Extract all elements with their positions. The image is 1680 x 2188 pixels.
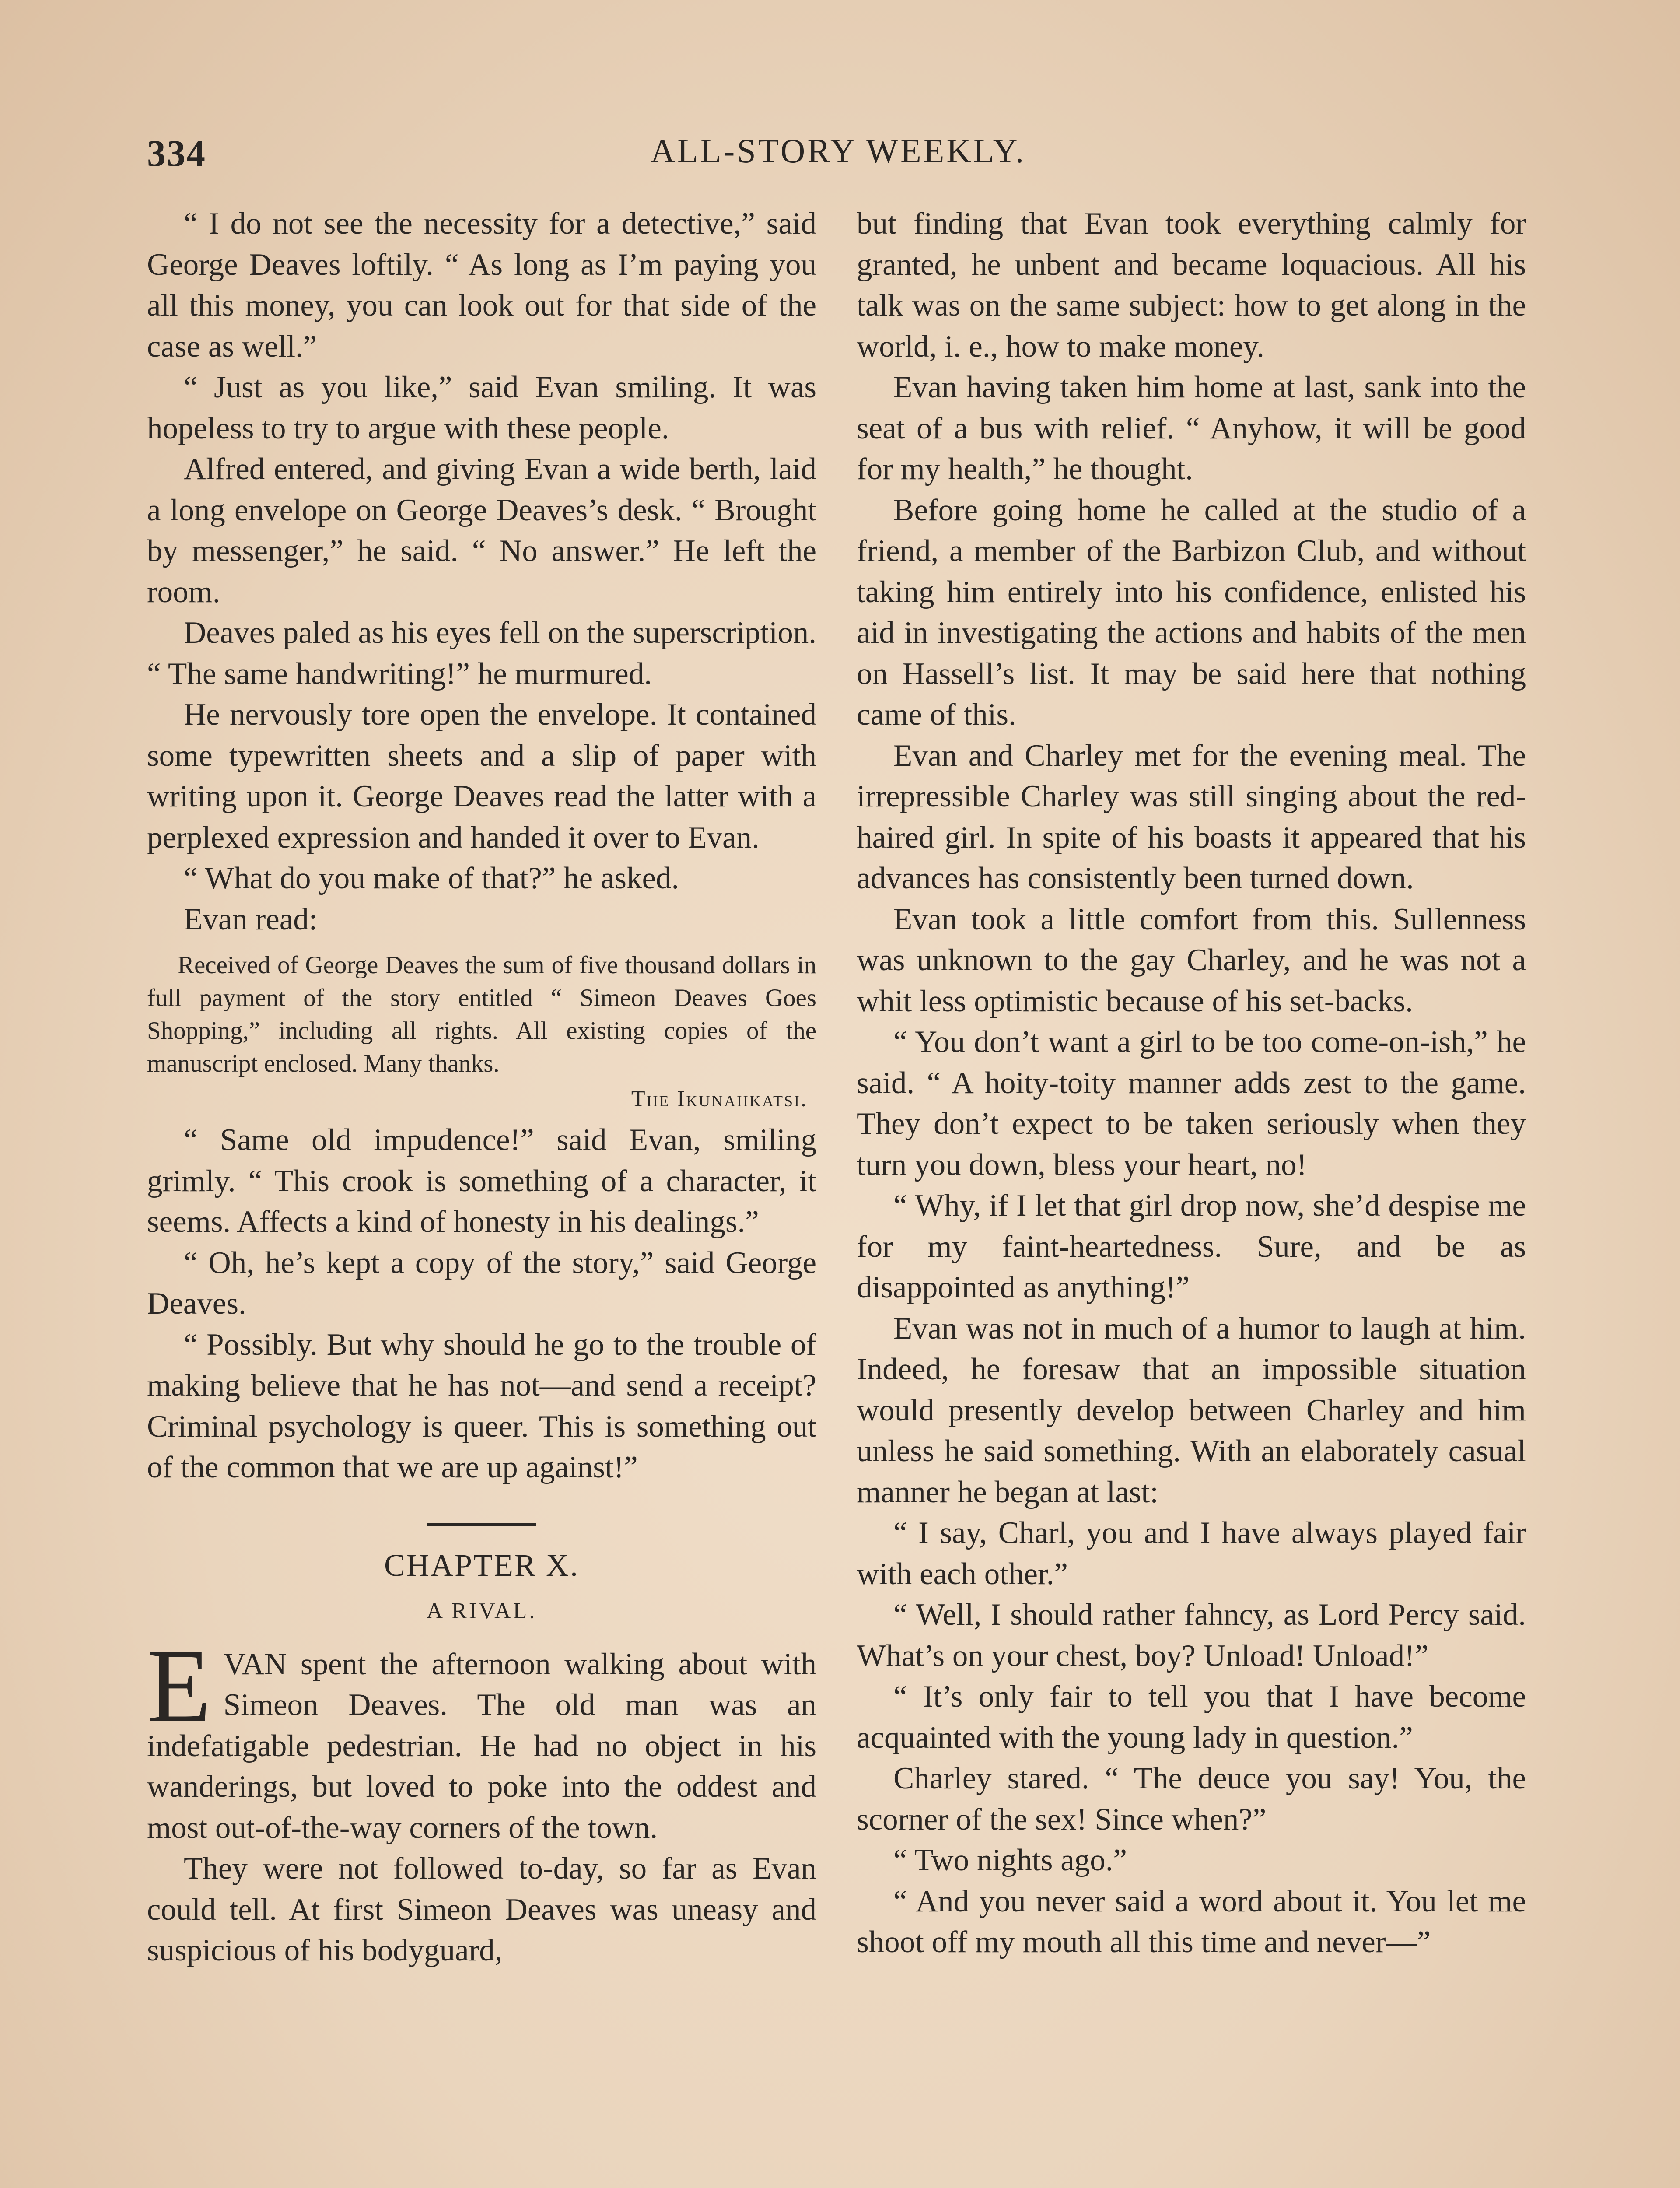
paragraph: “ It’s only fair to tell you that I have become acquainted with the young lady in question.” — [857, 1680, 1526, 1755]
paragraph: Evan having taken him home at last, sank into the seat of a bus with relief. “ Anyhow, it will be good for my health,” he thought. — [857, 370, 1526, 486]
receipt-signature: The Ikunahkatsi. — [631, 1087, 808, 1112]
paragraph-continued: but finding that Evan took everything calmly for granted, he unbent and became loquacious. All his talk was on the same subject: how to get along in the world, i. e., how to make money. — [857, 207, 1526, 364]
running-head: ALL-STORY WEEKLY. — [650, 132, 1026, 170]
right-column — [857, 203, 1526, 1963]
section-divider — [427, 1523, 536, 1526]
paragraph: Alfred entered, and giving Evan a wide berth, laid a long envelope on George Deaves’s desk. “ Brought by messenger,” he said. “ No answer.” He left the room. — [147, 452, 816, 609]
paragraph: “ Oh, he’s kept a copy of the story,” said George Deaves. — [147, 1245, 816, 1321]
paragraph: Charley stared. “ The deuce you say! You, the scorner of the sex! Since when?” — [857, 1761, 1526, 1837]
chapter-heading: CHAPTER X. — [384, 1547, 580, 1583]
paragraph: “ Why, if I let that girl drop now, she’d despise me for my faint-heartedness. Sure, and be as disappointed as anything!” — [857, 1189, 1526, 1304]
receipt-block — [147, 949, 816, 1115]
paragraph: Evan read: — [184, 902, 318, 936]
paragraph: Evan and Charley met for the evening meal. The irrepressible Charley was still singing about the red-haired girl. In spite of his boasts it appeared that his advances has consistently been turned down. — [857, 738, 1526, 895]
paragraph: “ I say, Charl, you and I have always played fair with each other.” — [857, 1516, 1526, 1591]
paragraph: Deaves paled as his eyes fell on the superscription. “ The same handwriting!” he murmured. — [147, 616, 816, 691]
chapter-opening-text: VAN spent the afternoon walking about with Simeon Deaves. The old man was an indefatigable pedestrian. He had no object in his wanderings, but loved to poke into the oddest and most out-of-the-way corners of the town. — [147, 1647, 816, 1845]
paragraph: “ Possibly. But why should he go to the trouble of making believe that he has not—and send a receipt? Criminal psychology is queer. This is something out of the common that we are up against!” — [147, 1327, 816, 1484]
drop-cap: E — [147, 1627, 211, 1744]
paragraph: “ Well, I should rather fahncy, as Lord Percy said. What’s on your chest, boy? Unload! Unload!” — [857, 1598, 1526, 1673]
chapter-opening-paragraph — [147, 1627, 816, 1849]
paragraph: “ And you never said a word about it. You let me shoot off my mouth all this time and never—” — [857, 1884, 1526, 1959]
paragraph: “ I do not see the necessity for a detective,” said George Deaves loftily. “ As long as I’m paying you all this money, you can look out for that side of the case as well.” — [147, 207, 816, 364]
paragraph: “ You don’t want a girl to be too come-on-ish,” he said. “ A hoity-toity manner adds zest to the game. They don’t expect to be taken seriously when they turn you down, bless your heart, no! — [857, 1025, 1526, 1182]
paragraph: Before going home he called at the studio of a friend, a member of the Barbizon Club, and without taking him entirely into his confidence, enlisted his aid in investigating the actions and habits of the men on Hassell’s list. It may be said here that nothing came of this. — [857, 493, 1526, 732]
page-number: 334 — [147, 132, 206, 174]
chapter-title: A RIVAL. — [426, 1598, 537, 1623]
paragraph: “ Two nights ago.” — [893, 1843, 1127, 1877]
receipt-text: Received of George Deaves the sum of five thousand dollars in full payment of the story entitled “ Simeon Deaves Goes Shopping,” including all rights. All existing copies of the manuscript enclosed. Many thanks. — [147, 951, 816, 1077]
page-header — [147, 131, 1530, 179]
left-column — [147, 203, 816, 1971]
paragraph: Evan took a little comfort from this. Sullenness was unknown to the gay Charley, and he was not a whit less optimistic because of his set-backs. — [857, 902, 1526, 1018]
paragraph: He nervously tore open the envelope. It contained some typewritten sheets and a slip of paper with writing upon it. George Deaves read the latter with a perplexed expression and handed it over to Evan. — [147, 698, 816, 855]
paragraph: They were not followed to-day, so far as Evan could tell. At first Simeon Deaves was uneasy and suspicious of his bodyguard, — [147, 1851, 816, 1967]
paragraph: “ What do you make of that?” he asked. — [184, 861, 679, 895]
paragraph: Evan was not in much of a humor to laugh at him. Indeed, he foresaw that an impossible situation would presently develop between Charley and him unless he said something. With an elaborately casual manner he began at last: — [857, 1311, 1526, 1509]
paragraph: “ Same old impudence!” said Evan, smiling grimly. “ This crook is something of a character, it seems. Affects a kind of honesty in his dealings.” — [147, 1123, 816, 1239]
paragraph: “ Just as you like,” said Evan smiling. It was hopeless to try to argue with these people. — [147, 370, 816, 445]
